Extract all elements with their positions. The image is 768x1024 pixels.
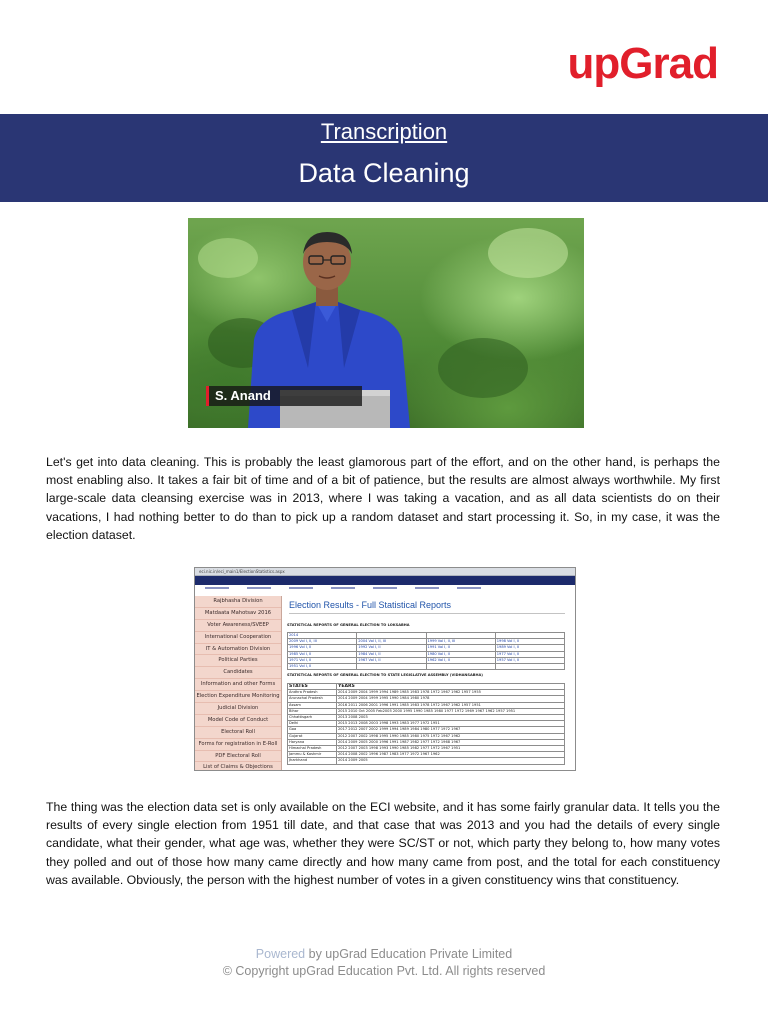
state-years: 2015 2010 Oct 2005 Feb2005 2000 1995 1990 1985 1980 1977 1972 1969 1967 1962 1957 1951 (337, 708, 565, 714)
report-link: 1998 Vol I, II (495, 639, 564, 645)
report-link: 1999 Vol I, II, III (426, 639, 495, 645)
report-link: 1996 Vol I, II (288, 645, 357, 651)
state-years: 2016 2011 2006 2001 1996 1991 1985 1983 1978 1972 1967 1962 1957 1951 (337, 702, 565, 708)
site-sidebar-item: Forms for registration in E-Roll (195, 739, 281, 751)
site-sidebar-item: Voter Awareness/SVEEP (195, 620, 281, 632)
paragraph-1: Let's get into data cleaning. This is probably the least glamorous part of the effort, and on the other hand, is perhaps the most enabling also. It takes a fair bit of time and of a bit of patience, but the results are almost always worthwhile. My first large-scale data cleansing exercise was in 2013, where I was taking a vacation, and as all data scientists do on their vacations, I had nothing better to do than to pick up a random dataset and start processing it. So, in my case, it was the election dataset. (46, 455, 720, 542)
speaker-name-caption: S. Anand (206, 386, 362, 406)
site-sidebar-item: Matdaata Mahotsav 2016 (195, 608, 281, 620)
table-row (288, 758, 565, 764)
state-name: Himachal Pradesh (288, 746, 337, 752)
report-link: 2004 Vol I, II, III (357, 639, 426, 645)
site-menu-bar (195, 576, 575, 585)
state-reports-table (287, 683, 565, 765)
site-sidebar-item: Information and other Forms (195, 679, 281, 691)
state-years: 2015 2013 2008 2003 1998 1993 1983 1977 1972 1951 (337, 721, 565, 727)
report-link: 2009 Vol I, II, III (288, 639, 357, 645)
state-name: Jammu & Kashmir (288, 752, 337, 758)
screenshot-heading: Election Results - Full Statistical Reports (289, 600, 452, 610)
state-years: 2014 2009 2004 1999 1994 1989 1985 1983 1978 1972 1967 1962 1957 1955 (337, 690, 565, 696)
report-link (357, 664, 426, 670)
report-link: 1957 Vol I, II (495, 657, 564, 663)
site-sidebar-item: PDF Electoral Roll (195, 751, 281, 763)
state-name: Assam (288, 702, 337, 708)
report-link: 1980 Vol I, II (426, 651, 495, 657)
site-sidebar-item: Candidates (195, 667, 281, 679)
site-sidebar-item: IT & Automation Division (195, 644, 281, 656)
document-type-label: Transcription (320, 119, 448, 144)
eci-website-screenshot (194, 567, 576, 771)
report-link: 1989 Vol I, II (495, 645, 564, 651)
report-link (426, 664, 495, 670)
copyright-line: © Copyright upGrad Education Pvt. Ltd. All rights reserved (222, 964, 546, 978)
column-header: STATES (288, 684, 337, 690)
site-sidebar (195, 596, 282, 771)
site-sidebar-item: International Cooperation (195, 632, 281, 644)
state-years: 2012 2007 2003 1998 1993 1990 1985 1982 1977 1972 1967 1951 (337, 746, 565, 752)
state-name: Goa (288, 727, 337, 733)
browser-url-bar: eci.nic.in/eci_main1/ElectionStatistics.aspx (195, 568, 575, 576)
site-sidebar-item: Election Expenditure Monitoring (195, 691, 281, 703)
report-link: 1984 Vol I, II (357, 651, 426, 657)
upgrad-logo: upGrad (567, 39, 718, 88)
state-years: 2012 2007 2002 1998 1995 1990 1985 1980 1975 1972 1967 1962 (337, 733, 565, 739)
state-name: Haryana (288, 739, 337, 745)
state-years: 2014 2008 2002 1996 1987 1983 1977 1972 1967 1962 (337, 752, 565, 758)
report-link: 1962 Vol I, II (426, 657, 495, 663)
report-link: 1992 Vol I, II (357, 645, 426, 651)
state-name: Bihar (288, 708, 337, 714)
powered-label: Powered (255, 947, 306, 961)
state-years: 2014 2009 2004 1999 1995 1990 1984 1980 1978 (337, 696, 565, 702)
site-sidebar-item: Electoral Roll (195, 727, 281, 739)
speaker-video-still (188, 218, 584, 428)
report-link: 1967 Vol I, II (357, 657, 426, 663)
report-link (495, 664, 564, 670)
powered-by-line (0, 947, 768, 961)
site-sidebar-item: Rajbhasha Division (195, 596, 281, 608)
site-sidebar-item: Political Parties (195, 655, 281, 667)
page-title: Data Cleaning (298, 158, 470, 188)
paragraph-2: The thing was the election data set is only available on the ECI website, and it has some fairly granular data. It tells you the results of every single election from 1951 till date, and that case that was 2013 and you had the details of every single candidate, what their gender, what age was, whether they were SC/ST or not, which party they belong to, how many votes they polled and out of those how many came directly and how many came from post, and the total for each constituency was available. Obviously, the person with the highest number of votes in a given constituency wins that constituency. (46, 800, 720, 887)
state-years: 2014 2009 2005 2000 1996 1991 1987 1982 1977 1972 1968 1967 (337, 739, 565, 745)
state-name: Delhi (288, 721, 337, 727)
title-banner (0, 114, 768, 202)
loksabha-caption: STATISTICAL REPORTS OF GENERAL ELECTION TO LOKSABHA (287, 623, 410, 627)
state-years: 2013 2008 2003 (337, 715, 565, 721)
divider (289, 613, 565, 614)
powered-by-text: by upGrad Education Private Limited (305, 947, 513, 961)
table-row (288, 664, 565, 670)
state-name: Andhra Pradesh (288, 690, 337, 696)
report-link: 1971 Vol I, II (288, 657, 357, 663)
state-years: 2017 2012 2007 2002 1999 1994 1989 1984 1980 1977 1972 1967 (337, 727, 565, 733)
loksabha-reports-table (287, 632, 565, 670)
site-sidebar-item: List of Claims & Objections (195, 762, 281, 771)
report-link: 1977 Vol I, II (495, 651, 564, 657)
state-name: Chhattisgarh (288, 715, 337, 721)
report-link: 1951 Vol I, II (288, 664, 357, 670)
report-link: 1991 Vol I, II (426, 645, 495, 651)
site-sidebar-item: Model Code of Conduct (195, 715, 281, 727)
state-caption: STATISTICAL REPORTS OF GENERAL ELECTION TO STATE LEGISLATIVE ASSEMBLY (VIDHANSABHA) (287, 673, 483, 677)
state-name: Jharkhand (288, 758, 337, 764)
state-name: Arunachal Pradesh (288, 696, 337, 702)
report-link: 1985 Vol I, II (288, 651, 357, 657)
column-header: YEARS (337, 684, 565, 690)
state-years: 2014 2009 2005 (337, 758, 565, 764)
report-link: 2014 (288, 633, 357, 639)
state-name: Gujarat (288, 733, 337, 739)
site-sidebar-item: Judicial Division (195, 703, 281, 715)
